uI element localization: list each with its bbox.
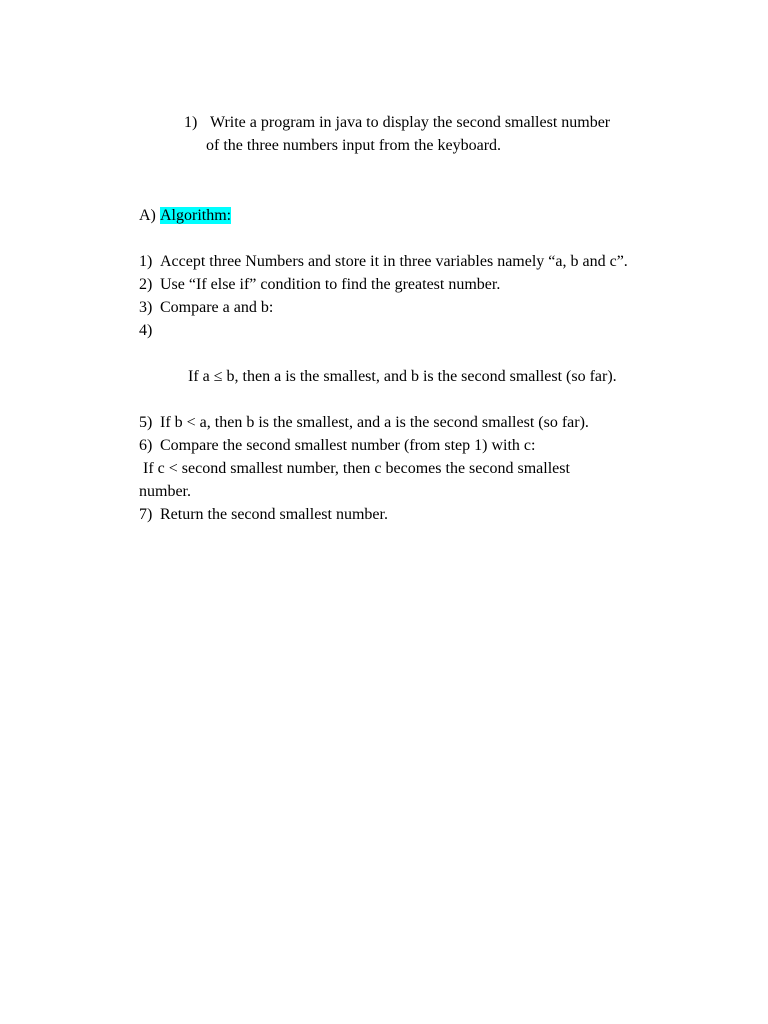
section-title-highlighted: Algorithm: bbox=[160, 207, 232, 224]
step-number: 1) bbox=[139, 253, 153, 270]
question-number: 1) bbox=[184, 114, 198, 131]
step-number: 3) bbox=[139, 299, 153, 316]
step-text: Compare the second smallest number (from step 1) with c: bbox=[160, 437, 536, 454]
algorithm-step bbox=[139, 250, 659, 273]
step-number: 4) bbox=[139, 322, 153, 339]
step-number: 5) bbox=[139, 414, 153, 431]
algorithm-step bbox=[139, 434, 659, 457]
algorithm-step bbox=[139, 319, 659, 411]
algorithm-step bbox=[139, 273, 659, 296]
algorithm-steps bbox=[139, 250, 659, 526]
step-text: Use “If else if” condition to find the greatest number. bbox=[160, 276, 501, 293]
section-heading bbox=[139, 204, 231, 227]
step-text: Accept three Numbers and store it in three variables namely “a, b and c”. bbox=[160, 253, 628, 270]
step-text: Return the second smallest number. bbox=[160, 506, 388, 523]
step-text: If a ≤ b, then a is the smallest, and b is the second smallest (so far). bbox=[184, 368, 617, 385]
question-block bbox=[184, 111, 624, 157]
step-continuation: If c < second smallest number, then c becomes the second smallest number. bbox=[139, 460, 574, 500]
step-text: Compare a and b: bbox=[160, 299, 274, 316]
algorithm-step bbox=[139, 296, 659, 319]
step-number: 6) bbox=[139, 437, 153, 454]
section-letter: A) bbox=[139, 207, 156, 224]
algorithm-step bbox=[139, 503, 659, 526]
step-number: 7) bbox=[139, 506, 153, 523]
step-text: If b < a, then b is the smallest, and a is the second smallest (so far). bbox=[160, 414, 589, 431]
step-number: 2) bbox=[139, 276, 153, 293]
algorithm-step bbox=[139, 411, 659, 434]
question-text: Write a program in java to display the second smallest number of the three numbers input from the keyboard. bbox=[206, 114, 611, 154]
